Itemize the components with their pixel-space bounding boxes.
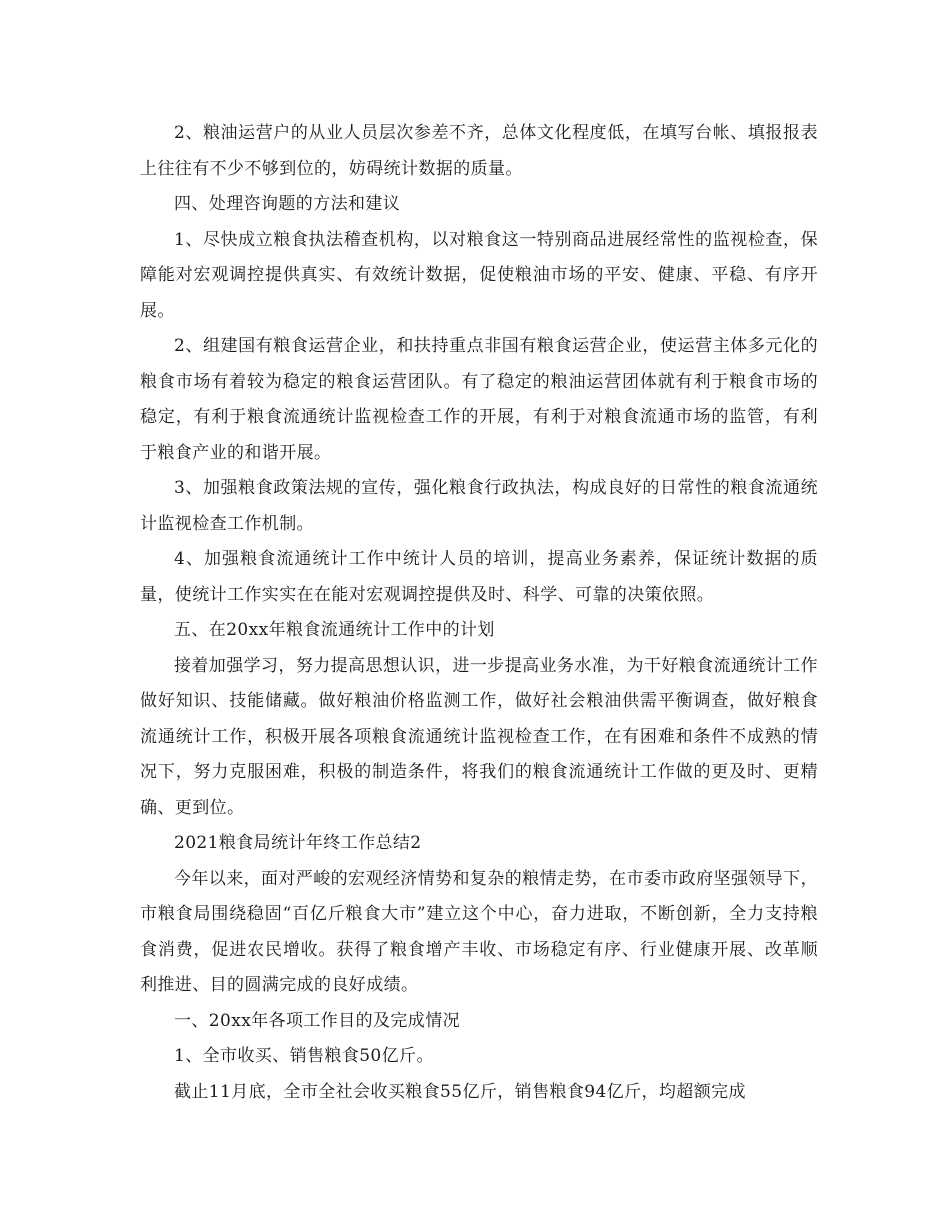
paragraph-staff-quality: 2、粮油运营户的从业人员层次参差不齐，总体文化程度低，在填写台帐、填报报表上往往有不少不够到位的，妨碍统计数据的质量。 — [140, 123, 818, 179]
heading-work-plan: 五、在20xx年粮食流通统计工作中的计划 — [174, 620, 495, 640]
paragraph-purchase-sales-target: 1、全市收买、销售粮食50亿斤。 — [174, 1046, 434, 1066]
paragraph-state-enterprises: 2、组建国有粮食运营企业，和扶持重点非国有粮食运营企业，使运营主体多元化的粮食市场有着较为稳定的粮食运营团队。有了稳定的粮油运营团体就有利于粮食市场的稳定，有利于粮食流通统计监视检查工作的开展，有利于对粮食流通市场的监管，有利于粮食产业的和谐开展。 — [140, 336, 818, 463]
document-body — [140, 116, 818, 1110]
heading-methods-and-suggestions: 四、处理咨询题的方法和建议 — [174, 194, 401, 214]
section-title-summary-2: 2021粮食局统计年终工作总结2 — [174, 833, 422, 853]
paragraph-enforcement-agency: 1、尽快成立粮食执法稽查机构，以对粮食这一特别商品进展经常性的监视检查，保障能对宏观调控提供真实、有效统计数据，促使粮油市场的平安、健康、平稳、有序开展。 — [140, 229, 818, 321]
paragraph-staff-training: 4、加强粮食流通统计工作中统计人员的培训，提高业务素养，保证统计数据的质量，使统计工作实实在在能对宏观调控提供及时、科学、可靠的决策依照。 — [140, 549, 818, 605]
paragraph-work-plan: 接着加强学习，努力提高思想认识，进一步提高业务水准，为干好粮食流通统计工作做好知识、技能储藏。做好粮油价格监测工作，做好社会粮油供需平衡调查，做好粮食流通统计工作，积极开展各项粮食流通统计监视检查工作，在有困难和条件不成熟的情况下，努力克服困难，积极的制造条件，将我们的粮食流通统计工作做的更及时、更精确、更到位。 — [140, 655, 818, 818]
heading-goals-completion: 一、20xx年各项工作目的及完成情况 — [174, 1010, 461, 1031]
paragraph-overview: 今年以来，面对严峻的宏观经济情势和复杂的粮情走势，在市委市政府坚强领导下，市粮食局围绕稳固“百亿斤粮食大市”建立这个中心，奋力进取，不断创新，全力支持粮食消费，促进农民增收。获得了粮食增产丰收、市场稳定有序、行业健康开展、改革顺利推进、目的圆满完成的良好成绩。 — [140, 868, 818, 995]
paragraph-november-results: 截止11月底，全市全社会收买粮食55亿斤，销售粮食94亿斤，均超额完成 — [174, 1081, 746, 1102]
paragraph-policy-publicity: 3、加强粮食政策法规的宣传，强化粮食行政执法，构成良好的日常性的粮食流通统计监视检查工作机制。 — [140, 478, 818, 534]
